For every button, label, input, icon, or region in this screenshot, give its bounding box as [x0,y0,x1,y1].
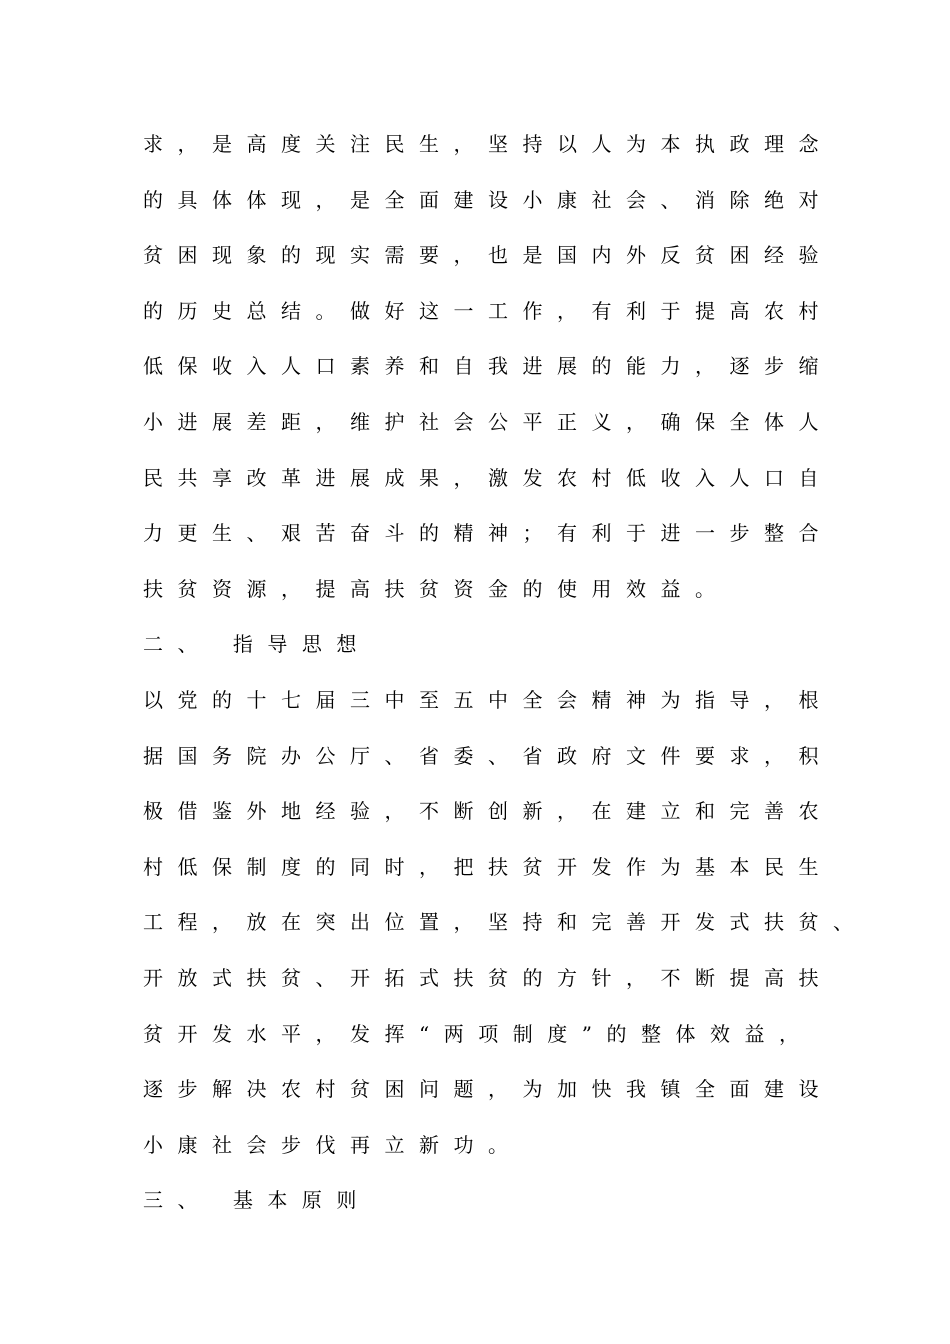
paragraph-line: 村低保制度的同时，把扶贫开发作为基本民生 [143,854,833,879]
paragraph-line: 极借鉴外地经验，不断创新，在建立和完善农 [143,799,833,824]
paragraph-line: 开放式扶贫、开拓式扶贫的方针，不断提高扶 [143,965,833,990]
section-heading-guiding-ideology: 二、 指导思想 [143,632,371,657]
paragraph-line: 低保收入人口素养和自我进展的能力，逐步缩 [143,354,833,379]
paragraph-line: 以党的十七届三中至五中全会精神为指导，根 [143,687,833,712]
paragraph-line: 逐步解决农村贫困问题，为加快我镇全面建设 [143,1077,833,1102]
paragraph-line: 扶贫资源，提高扶贫资金的使用效益。 [143,576,730,601]
paragraph-line: 工程，放在突出位置，坚持和完善开发式扶贫、 [143,910,868,935]
paragraph-line: 贫开发水平，发挥“两项制度”的整体效益， [143,1021,814,1046]
paragraph-line: 的历史总结。做好这一工作，有利于提高农村 [143,298,833,323]
paragraph-line: 求，是高度关注民生，坚持以人为本执政理念 [143,132,833,156]
paragraph-line: 据国务院办公厅、省委、省政府文件要求，积 [143,743,833,768]
paragraph-line: 小进展差距，维护社会公平正义，确保全体人 [143,409,833,434]
paragraph-line: 的具体体现，是全面建设小康社会、消除绝对 [143,187,833,212]
paragraph-line: 力更生、艰苦奋斗的精神；有利于进一步整合 [143,521,833,546]
paragraph-line: 贫困现象的现实需要，也是国内外反贫困经验 [143,243,833,268]
paragraph-line: 小康社会步伐再立新功。 [143,1132,523,1157]
body-text [143,126,868,1238]
section-heading-basic-principles: 三、 基本原则 [143,1188,371,1213]
paragraph-line: 民共享改革进展成果，激发农村低收入人口自 [143,465,833,490]
